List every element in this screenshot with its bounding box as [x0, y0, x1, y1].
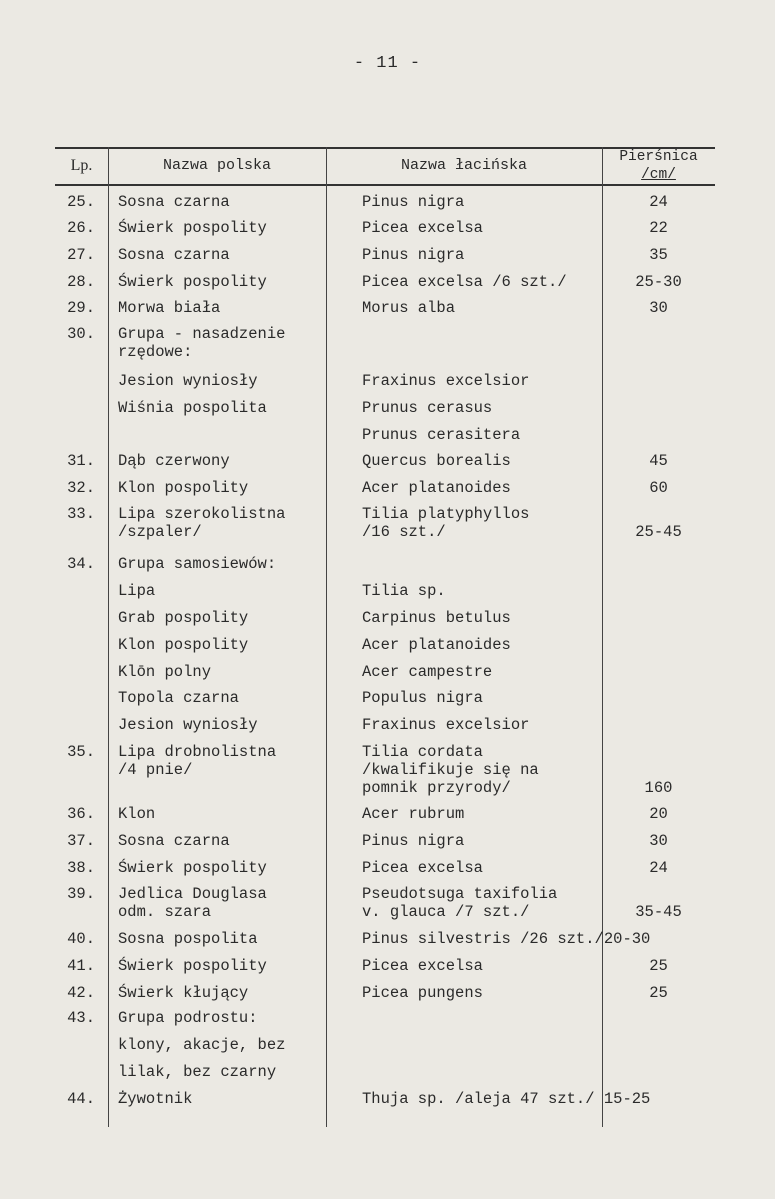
girth-value: 45	[649, 452, 668, 470]
girth-value: 35	[649, 246, 668, 264]
girth-value: 25-30	[635, 273, 682, 291]
latin-name: Pinus silvestris /26 szt./20-30	[362, 930, 651, 948]
row-number: 27.	[67, 246, 95, 264]
girth-value: 24	[649, 859, 668, 877]
latin-name: Fraxinus excelsior	[362, 716, 530, 734]
girth-value: 60	[649, 479, 668, 497]
latin-name: Pseudotsuga taxifolia v. glauca /7 szt./	[362, 885, 558, 921]
page-number: - 11 -	[353, 54, 422, 73]
polish-name: Grupa podrostu:	[118, 1009, 258, 1027]
latin-name: Acer platanoides	[362, 636, 511, 654]
latin-name: Pinus nigra	[362, 246, 465, 264]
polish-name: Sosna czarna	[118, 832, 230, 850]
latin-name: Quercus borealis	[362, 452, 511, 470]
polish-name: klony, akacje, bez	[118, 1036, 286, 1054]
column-divider	[326, 147, 327, 1127]
row-number: 26.	[67, 219, 95, 237]
girth-value: 25	[649, 957, 668, 975]
latin-name: Prunus cerasus	[362, 399, 493, 417]
row-number: 31.	[67, 452, 95, 470]
species-table	[55, 147, 715, 1127]
row-number: 40.	[67, 930, 95, 948]
polish-name: Sosna pospolita	[118, 930, 258, 948]
polish-name: Topola czarna	[118, 689, 239, 707]
girth-value: 24	[649, 193, 668, 211]
girth-value: 35-45	[635, 903, 682, 921]
polish-name: Grupa samosiewów:	[118, 555, 277, 573]
row-number: 25.	[67, 193, 95, 211]
latin-name: Tilia sp.	[362, 582, 446, 600]
polish-name: Jesion wyniosły	[118, 372, 258, 390]
polish-name: Klon pospolity	[118, 636, 249, 654]
column-divider	[108, 147, 109, 1127]
polish-name: Klōn polny	[118, 663, 212, 681]
girth-value: 20	[649, 805, 668, 823]
polish-name: Lipa szerokolistna /szpaler/	[118, 505, 286, 541]
latin-name: Picea excelsa	[362, 859, 483, 877]
latin-name: Prunus cerasitera	[362, 426, 521, 444]
polish-name: Grab pospolity	[118, 609, 249, 627]
header-lp: Lp.	[70, 157, 93, 174]
polish-name: Dąb czerwony	[118, 452, 230, 470]
polish-name: Świerk pospolity	[118, 859, 267, 877]
row-number: 33.	[67, 505, 95, 523]
latin-name: Picea excelsa	[362, 957, 483, 975]
polish-name: Sosna czarna	[118, 193, 230, 211]
row-number: 42.	[67, 984, 95, 1002]
polish-name: Żywotnik	[118, 1090, 193, 1108]
girth-value: 30	[649, 832, 668, 850]
girth-value: 30	[649, 299, 668, 317]
row-number: 34.	[67, 555, 95, 573]
girth-value: 25	[649, 984, 668, 1002]
row-number: 35.	[67, 743, 95, 761]
latin-name: Fraxinus excelsior	[362, 372, 530, 390]
polish-name: Lipa drobnolistna /4 pnie/	[118, 743, 277, 779]
row-number: 30.	[67, 325, 95, 343]
polish-name: lilak, bez czarny	[118, 1063, 277, 1081]
latin-name: Tilia cordata /kwalifikuje się na pomnik przyrody/	[362, 743, 539, 797]
latin-name: Acer platanoides	[362, 479, 511, 497]
polish-name: Wiśnia pospolita	[118, 399, 267, 417]
header-girth: Pierśnica /cm/	[619, 149, 698, 183]
row-number: 36.	[67, 805, 95, 823]
girth-value: 25-45	[635, 523, 682, 541]
header-rule	[55, 184, 715, 186]
polish-name: Morwa biała	[118, 299, 221, 317]
latin-name: Morus alba	[362, 299, 456, 317]
row-number: 39.	[67, 885, 95, 903]
row-number: 29.	[67, 299, 95, 317]
polish-name: Świerk pospolity	[118, 273, 267, 291]
latin-name: Carpinus betulus	[362, 609, 511, 627]
latin-name: Pinus nigra	[362, 193, 465, 211]
polish-name: Świerk pospolity	[118, 957, 267, 975]
polish-name: Klon pospolity	[118, 479, 249, 497]
polish-name: Lipa	[118, 582, 156, 600]
latin-name: Picea excelsa	[362, 219, 483, 237]
polish-name: Jedlica Douglasa odm. szara	[118, 885, 267, 921]
latin-name: Thuja sp. /aleja 47 szt./ 15-25	[362, 1090, 651, 1108]
polish-name: Klon	[118, 805, 156, 823]
latin-name: Acer campestre	[362, 663, 493, 681]
row-number: 28.	[67, 273, 95, 291]
latin-name: Picea pungens	[362, 984, 483, 1002]
row-number: 44.	[67, 1090, 95, 1108]
latin-name: Pinus nigra	[362, 832, 465, 850]
girth-value: 160	[644, 779, 673, 797]
row-number: 38.	[67, 859, 95, 877]
row-number: 37.	[67, 832, 95, 850]
row-number: 41.	[67, 957, 95, 975]
polish-name: Grupa - nasadzenie rzędowe:	[118, 325, 286, 361]
latin-name: Acer rubrum	[362, 805, 465, 823]
latin-name: Tilia platyphyllos /16 szt./	[362, 505, 530, 541]
girth-value: 22	[649, 219, 668, 237]
polish-name: Sosna czarna	[118, 246, 230, 264]
latin-name: Populus nigra	[362, 689, 483, 707]
polish-name: Świerk kłujący	[118, 984, 249, 1002]
column-divider	[602, 147, 603, 1127]
row-number: 32.	[67, 479, 95, 497]
latin-name: Picea excelsa /6 szt./	[362, 273, 567, 291]
header-latin-name: Nazwa łacińska	[400, 157, 528, 174]
polish-name: Świerk pospolity	[118, 219, 267, 237]
header-polish-name: Nazwa polska	[162, 157, 272, 174]
row-number: 43.	[67, 1009, 95, 1027]
polish-name: Jesion wyniosły	[118, 716, 258, 734]
